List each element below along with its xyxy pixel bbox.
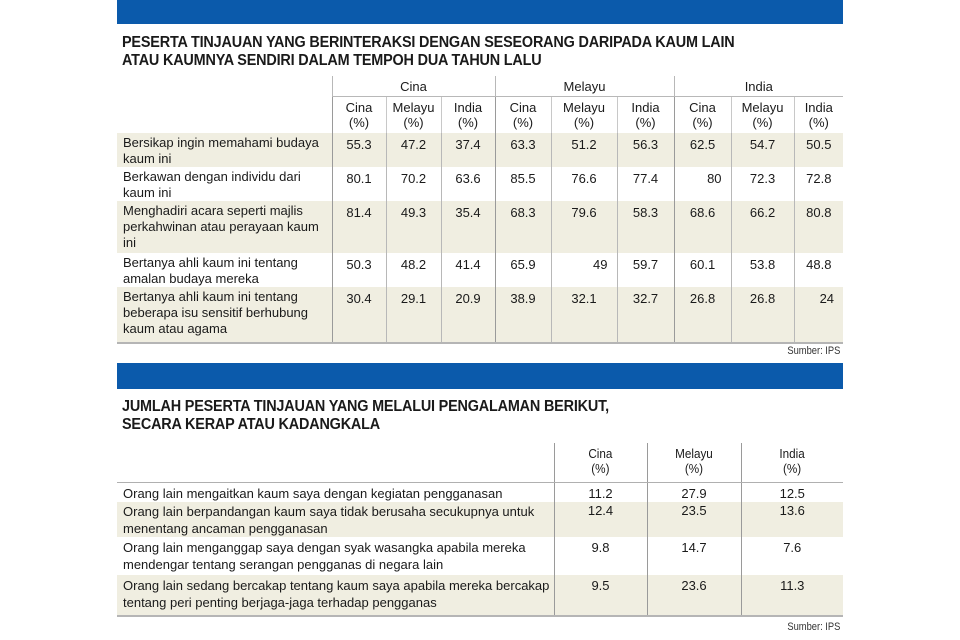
row-label: Menghadiri acara seperti majlis perkahwinan atau perayaan kaum ini xyxy=(117,201,332,253)
group-header: Melayu xyxy=(495,76,674,96)
column-header: India (%) xyxy=(441,96,495,133)
row-label: Bersikap ingin memahami budaya kaum ini xyxy=(117,133,332,167)
middle-banner xyxy=(117,363,843,389)
cell: 72.8 xyxy=(794,167,843,201)
column-header: India (%) xyxy=(741,443,843,482)
table2-source: Sumber: IPS xyxy=(786,621,840,633)
column-header: Cina (%) xyxy=(332,96,386,133)
cell: 54.7 xyxy=(731,133,794,167)
cell: 11.3 xyxy=(741,575,843,616)
table2-title-line2: SECARA KERAP ATAU KADANGKALA xyxy=(122,416,381,433)
table-row xyxy=(117,575,843,616)
cell: 62.5 xyxy=(674,133,731,167)
group-header: India xyxy=(674,76,843,96)
cell: 80 xyxy=(674,167,731,201)
table1-source: Sumber: IPS xyxy=(786,345,840,357)
cell: 23.5 xyxy=(647,502,741,537)
table1-title xyxy=(122,34,792,70)
group-header-row xyxy=(117,76,843,96)
experience-table xyxy=(117,443,843,617)
cell: 49 xyxy=(551,253,617,287)
cell: 76.6 xyxy=(551,167,617,201)
cell: 9.5 xyxy=(554,575,647,616)
header-spacer xyxy=(117,96,332,133)
cell: 59.7 xyxy=(617,253,674,287)
cell: 63.3 xyxy=(495,133,551,167)
table1-title-line2: ATAU KAUMNYA SENDIRI DALAM TEMPOH DUA TAHUN LALU xyxy=(122,52,542,69)
row-label: Bertanya ahli kaum ini tentang amalan budaya mereka xyxy=(123,255,298,286)
cell: 49.3 xyxy=(386,201,441,253)
column-header: Cina (%) xyxy=(495,96,551,133)
group-header: Cina xyxy=(332,76,495,96)
table-row xyxy=(117,253,843,287)
cell: 13.6 xyxy=(741,502,843,537)
table2-title xyxy=(122,398,792,434)
cell: 60.1 xyxy=(674,253,731,287)
cell: 68.6 xyxy=(674,201,731,253)
cell: 70.2 xyxy=(386,167,441,201)
cell: 30.4 xyxy=(332,287,386,343)
cell: 23.6 xyxy=(647,575,741,616)
cell: 12.5 xyxy=(741,482,843,502)
column-header: India (%) xyxy=(794,96,843,133)
cell: 27.9 xyxy=(647,482,741,502)
row-label: Orang lain sedang bercakap tentang kaum saya apabila mereka bercakap tentang peri penting berjaga-jaga terhadap pengganas xyxy=(117,575,554,616)
cell: 50.3 xyxy=(332,253,386,287)
cell: 50.5 xyxy=(794,133,843,167)
header-spacer xyxy=(117,76,332,96)
column-header: Cina (%) xyxy=(674,96,731,133)
cell: 51.2 xyxy=(551,133,617,167)
column-header: Cina (%) xyxy=(554,443,647,482)
cell: 56.3 xyxy=(617,133,674,167)
cell: 20.9 xyxy=(441,287,495,343)
cell: 55.3 xyxy=(332,133,386,167)
cell: 41.4 xyxy=(441,253,495,287)
header-spacer xyxy=(117,443,554,482)
cell: 66.2 xyxy=(731,201,794,253)
cell: 47.2 xyxy=(386,133,441,167)
column-header: Melayu (%) xyxy=(731,96,794,133)
row-label: Bertanya ahli kaum ini tentang beberapa isu sensitif berhubung kaum atau agama xyxy=(117,287,332,343)
cell: 7.6 xyxy=(741,537,843,575)
cell: 48.8 xyxy=(794,253,843,287)
table-row xyxy=(117,201,843,253)
cell: 9.8 xyxy=(554,537,647,575)
cell: 79.6 xyxy=(551,201,617,253)
column-header: Melayu (%) xyxy=(551,96,617,133)
cell: 48.2 xyxy=(386,253,441,287)
table-row xyxy=(117,287,843,343)
cell: 32.7 xyxy=(617,287,674,343)
cell: 77.4 xyxy=(617,167,674,201)
row-label: Orang lain menganggap saya dengan syak wasangka apabila mereka mendengar tentang serangan pengganas di negara lain xyxy=(123,540,526,572)
table-row xyxy=(117,482,843,502)
cell: 35.4 xyxy=(441,201,495,253)
row-label: Orang lain mengaitkan kaum saya dengan kegiatan pengganasan xyxy=(123,485,503,501)
cell: 14.7 xyxy=(647,537,741,575)
cell: 38.9 xyxy=(495,287,551,343)
cell: 37.4 xyxy=(441,133,495,167)
cell: 72.3 xyxy=(731,167,794,201)
table2-title-line1: JUMLAH PESERTA TINJAUAN YANG MELALUI PENGALAMAN BERIKUT, xyxy=(122,398,609,415)
cell: 58.3 xyxy=(617,201,674,253)
cell: 65.9 xyxy=(495,253,551,287)
cell: 24 xyxy=(794,287,843,343)
cell: 26.8 xyxy=(731,287,794,343)
interaction-table xyxy=(117,76,843,344)
cell: 81.4 xyxy=(332,201,386,253)
sub-header-row xyxy=(117,96,843,133)
cell: 26.8 xyxy=(674,287,731,343)
cell: 32.1 xyxy=(551,287,617,343)
cell: 80.1 xyxy=(332,167,386,201)
table-row xyxy=(117,502,843,537)
column-header: India (%) xyxy=(617,96,674,133)
cell: 80.8 xyxy=(794,201,843,253)
cell: 12.4 xyxy=(554,502,647,537)
table-row xyxy=(117,537,843,575)
cell: 63.6 xyxy=(441,167,495,201)
cell: 11.2 xyxy=(554,482,647,502)
table1-title-line1: PESERTA TINJAUAN YANG BERINTERAKSI DENGAN SESEORANG DARIPADA KAUM LAIN xyxy=(122,34,735,51)
table-row xyxy=(117,133,843,167)
top-banner xyxy=(117,0,843,24)
header-row xyxy=(117,443,843,482)
table-row xyxy=(117,167,843,201)
column-header: Melayu (%) xyxy=(386,96,441,133)
cell: 68.3 xyxy=(495,201,551,253)
cell: 85.5 xyxy=(495,167,551,201)
cell: 29.1 xyxy=(386,287,441,343)
row-label: Berkawan dengan individu dari kaum ini xyxy=(123,169,301,200)
column-header: Melayu (%) xyxy=(647,443,741,482)
cell: 53.8 xyxy=(731,253,794,287)
row-label: Orang lain berpandangan kaum saya tidak berusaha secukupnya untuk menentang ancaman pengganasan xyxy=(117,502,554,537)
